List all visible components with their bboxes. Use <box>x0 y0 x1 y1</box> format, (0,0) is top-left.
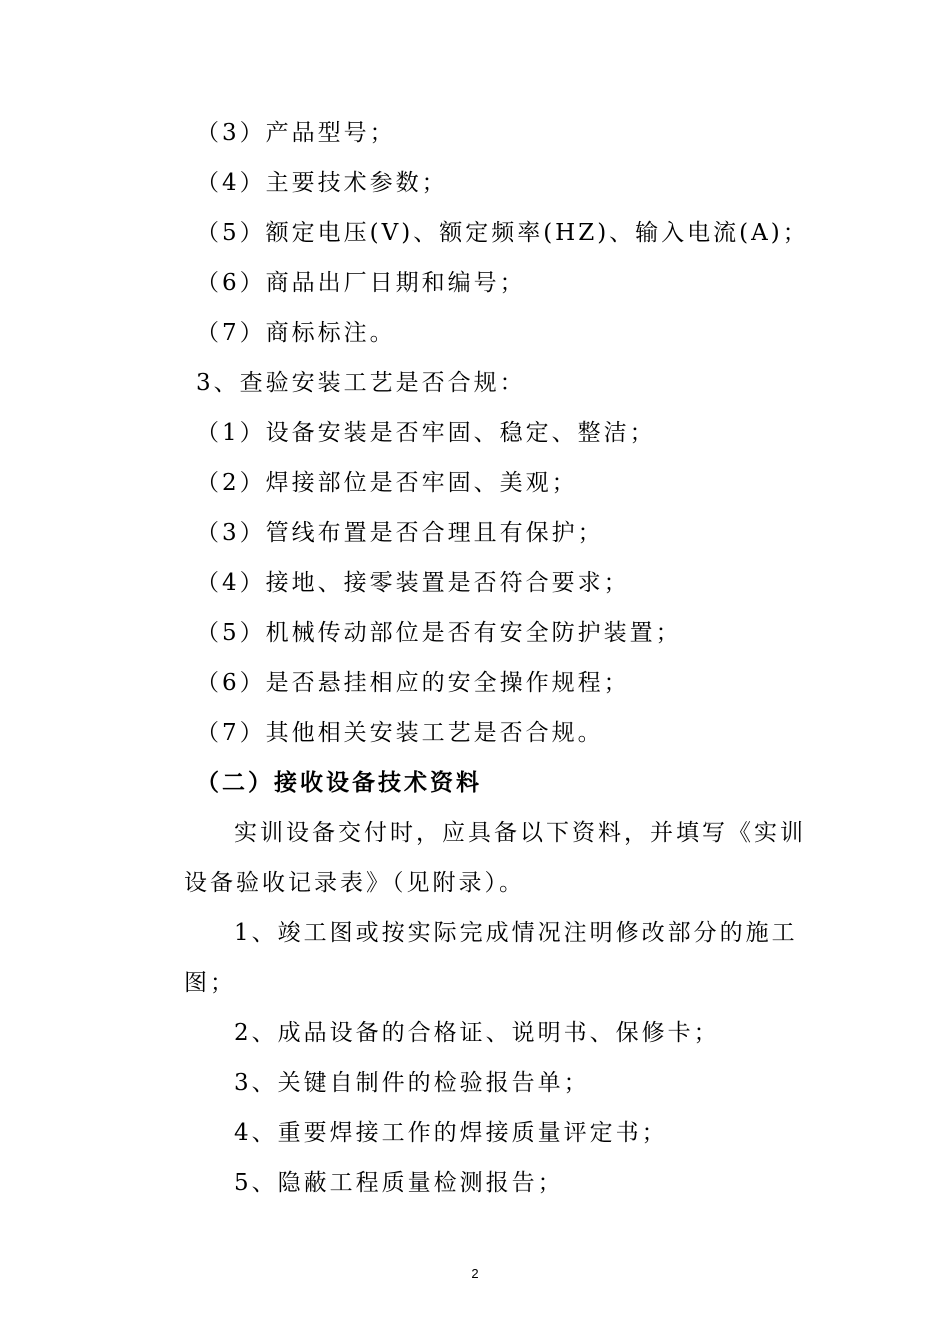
list-item: （4）接地、接零装置是否符合要求； <box>196 570 630 596</box>
section-item: 3、查验安装工艺是否合规： <box>196 370 526 396</box>
list-item: （7）商标标注。 <box>196 320 396 346</box>
list-item: （1）设备安装是否牢固、稳定、整洁； <box>196 420 656 446</box>
list-item: 4、重要焊接工作的焊接质量评定书； <box>234 1120 668 1146</box>
list-item: （5）额定电压(V)、额定频率(HZ)、输入电流(A)； <box>196 220 809 246</box>
list-item: 3、关键自制件的检验报告单； <box>234 1070 590 1096</box>
section-heading: （二）接收设备技术资料 <box>196 769 482 796</box>
list-item: 2、成品设备的合格证、说明书、保修卡； <box>234 1020 720 1046</box>
list-item-continuation: 图； <box>184 970 236 996</box>
list-item: （3）管线布置是否合理且有保护； <box>196 520 604 546</box>
page-number: 2 <box>471 1266 479 1281</box>
list-item: （6）是否悬挂相应的安全操作规程； <box>196 670 630 696</box>
list-item: （7）其他相关安装工艺是否合规。 <box>196 720 604 746</box>
list-item: （4）主要技术参数； <box>196 170 448 196</box>
paragraph-line: 设备验收记录表》（见附录）。 <box>184 870 525 896</box>
list-item: （3）产品型号； <box>196 120 396 146</box>
list-item: 5、隐蔽工程质量检测报告； <box>234 1170 564 1196</box>
list-item: （6）商品出厂日期和编号； <box>196 270 526 296</box>
list-item: （5）机械传动部位是否有安全防护装置； <box>196 620 682 646</box>
list-item: 1、竣工图或按实际完成情况注明修改部分的施工 <box>234 920 798 946</box>
paragraph-line: 实训设备交付时，应具备以下资料，并填写《实训 <box>234 820 806 846</box>
list-item: （2）焊接部位是否牢固、美观； <box>196 470 578 496</box>
